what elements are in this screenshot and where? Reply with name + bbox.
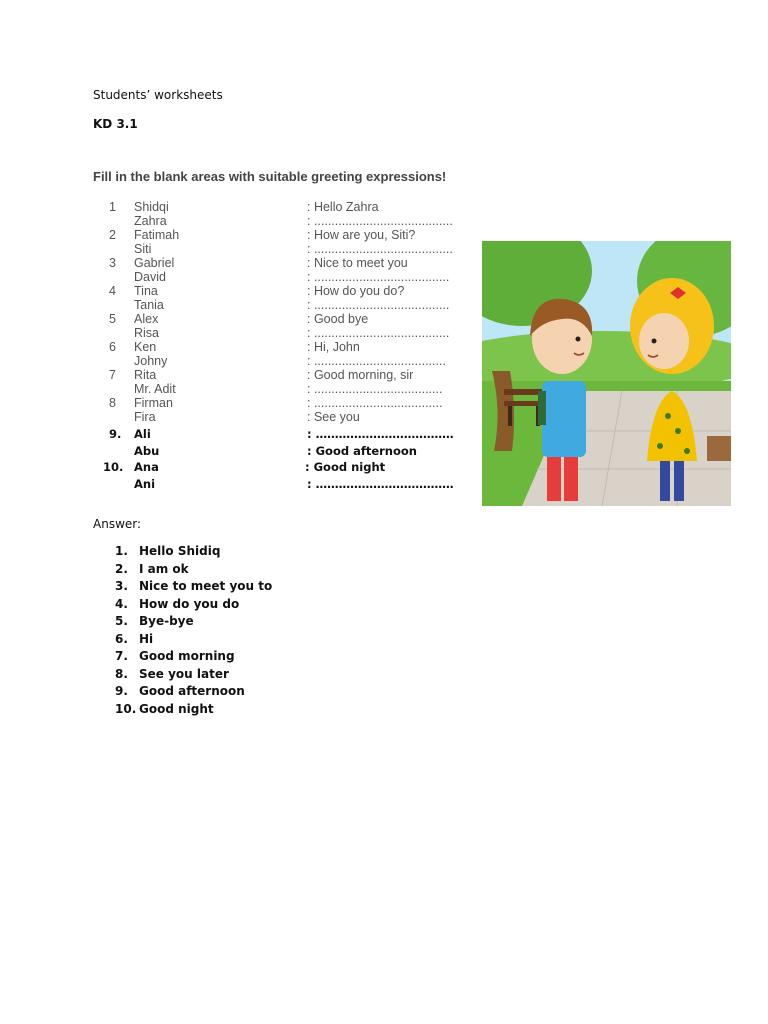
exercise-name: Alex [134,312,159,326]
answer-number: 10. [115,701,137,716]
exercise-resp: : ..................................... [307,382,443,396]
exercise-name: Siti [134,242,152,256]
answer-number: 2. [115,561,128,576]
answer-text: I am ok [139,561,189,576]
exercise-resp: : Hello Zahra [307,200,379,214]
exercise-resp: : Hi, John [307,340,360,354]
exercise-resp: : ..................................... [307,396,443,410]
answer-number: 3. [115,579,128,593]
answer-label: Answer: [93,517,142,531]
exercise-resp: : Good afternoon [307,443,417,458]
answer-text: Bye-bye [139,614,194,628]
answer-number: 5. [115,614,128,628]
exercise-resp: : ........................................ [307,242,453,256]
exercise-num: 7 [109,368,116,382]
answer-text: Good night [139,701,214,716]
exercise-name: Johny [134,354,168,368]
answer-text: Hi [139,631,154,646]
exercise-resp: : ...................................... [307,354,446,368]
greeting-illustration [482,241,731,506]
exercise-num: 6 [109,340,116,354]
answer-text: Hello Shidiq [139,544,221,558]
exercise-name: Zahra [134,214,167,228]
exercise-resp: : Good night [305,460,386,474]
exercise-num: 5 [109,312,116,326]
exercise-resp: : See you [307,410,360,424]
kd-label: KD 3.1 [93,117,138,131]
exercise-resp: : ....................................... [307,270,450,284]
exercise-name: Tania [134,298,164,312]
exercise-num: 2 [109,228,116,242]
answer-number: 1. [115,544,128,558]
children-greeting-picture [482,241,731,506]
answer-text: See you later [139,666,229,681]
exercise-num: 1 [109,200,116,214]
exercise-resp: : ....................................... [307,298,450,312]
exercise-name: Tina [134,284,158,298]
exercise-name: Firman [134,396,173,410]
exercise-resp: : Good morning, sir [307,368,414,382]
exercise-name: Fatimah [134,228,180,242]
exercise-name: Mr. Adit [134,382,176,396]
exercise-resp: : Good bye [307,312,369,326]
exercise-resp: : ……………………………… [307,427,454,441]
exercise-name: Shidqi [134,200,169,214]
exercise-name: Fira [134,410,156,424]
exercise-name: Gabriel [134,256,175,270]
exercise-num: 3 [109,256,116,270]
exercise-num: 9. [109,427,122,441]
exercise-name: Risa [134,326,160,340]
answer-text: How do you do [139,596,240,611]
answer-number: 4. [115,596,128,611]
exercise-num: 4 [109,284,116,298]
exercise-resp: : ....................................... [307,326,450,340]
exercise-name: Ken [134,340,157,354]
exercise-name: Rita [134,368,157,382]
worksheet-title: Students’ worksheets [93,88,223,102]
exercise-name: Abu [134,443,160,458]
answer-number: 8. [115,666,128,681]
answer-text: Nice to meet you to [139,579,273,593]
answer-number: 6. [115,631,128,646]
exercise-resp: : ........................................ [307,214,453,228]
exercise-resp: : ……………………………… [307,476,454,491]
exercise-resp: : Nice to meet you [307,256,408,270]
exercise-resp: : How are you, Siti? [307,228,416,242]
exercise-name: Ali [134,427,151,441]
exercise-num: 10. [103,460,124,474]
answer-number: 7. [115,649,128,663]
answer-number: 9. [115,684,128,698]
instruction-text: Fill in the blank areas with suitable greeting expressions! [93,169,447,184]
exercise-name: Ana [134,460,159,474]
answer-text: Good afternoon [139,684,245,698]
answer-text: Good morning [139,649,235,663]
exercise-resp: : How do you do? [307,284,405,298]
exercise-name: David [134,270,166,284]
exercise-name: Ani [134,476,156,491]
exercise-num: 8 [109,396,116,410]
